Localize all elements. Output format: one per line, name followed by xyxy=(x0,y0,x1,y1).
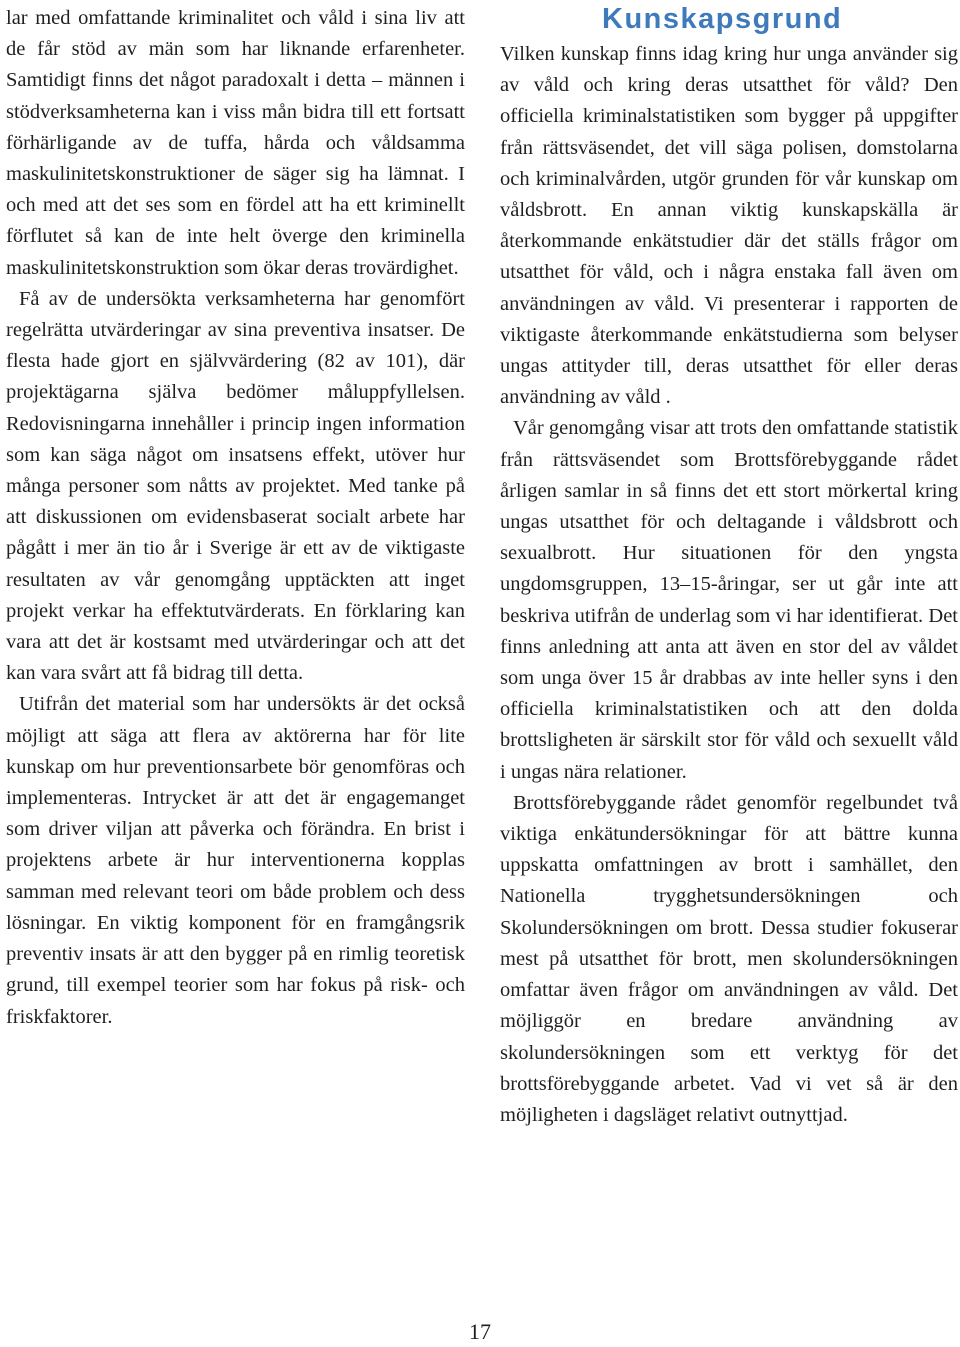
body-paragraph: Vilken kunskap finns idag kring hur unga använder sig av våld och kring deras utsatthet för våld? Den officiella kriminalstatistiken som bygger på uppgifter från rättsväsendet, det vill säga polisen, domstolarna och kriminalvården, utgör grunden för vår kunskap om våldsbrott. En annan viktig kunskapskälla är återkommande enkätstudier där det ställs frågor om utsatthet för våld, och i några enstaka fall även om användningen av våld. Vi presenterar i rapporten de viktigaste återkommande enkätstudierna som belyser ungas attityder till, deras utsatthet för eller deras användning av våld . xyxy=(500,43,958,409)
body-paragraph: Vår genomgång visar att trots den omfattande statistik från rättsväsendet som Brottsförebyggande rådet årligen samlar in så finns det ett stort mörkertal kring ungas utsatthet för och deltagande i våldsbrott och sexualbrott. Hur situationen för den yngsta ungdomsgruppen, 13–15-åringar, ser ut går inte att beskriva utifrån de underlag som vi har identifierat. Det finns anledning att anta att även en stor del av våldet som unga över 15 år drabbas av inte heller syns i den officiella kriminalstatistiken och att den dolda brottsligheten är särskilt stor för våld och sexuellt våld i ungas nära relationer. xyxy=(500,417,958,783)
body-paragraph: Brottsförebyggande rådet genomför regelbundet två viktiga enkätundersökningar för att bättre kunna uppskatta omfattningen av brott i samhället, den Nationella trygghetsundersökningen och Skolundersökningen om brott. Dessa studier fokuserar mest på utsatthet för brott, men skolundersökningen omfattar även frågor om användningen av våld. Det möjliggör en bredare användning av skolundersökningen som ett verktyg för det brottsförebyggande arbetet. Vad vi vet så är den möjligheten i dagsläget relativt outnyttjad. xyxy=(500,791,958,1126)
body-paragraph: Utifrån det material som har undersökts är det också möjligt att säga att flera av aktörerna har för lite kunskap om hur preventionsarbete bör genomföras och implementeras. Intrycket är att det är engagemanget som driver viljan att påverka och förändra. En brist i projektens arbete är hur interventionerna kopplas samman med relevant teori om både problem och dess lösningar. En viktig komponent för en framgångsrik preventiv insats är att den bygger på en rimlig teoretisk grund, till exempel teorier som har fokus på risk- och friskfaktorer. xyxy=(6,693,465,1028)
section-heading: Kunskapsgrund xyxy=(602,3,843,35)
body-paragraph: Få av de undersökta verksamheterna har genomfört regelrätta utvärderingar av sina preventiva insatser. De flesta hade gjort en självvärdering (82 av 101), där projektägarna själva bedömer måluppfyllelsen. Redovisningarna innehåller i princip ingen information som kan säga något om insatsens effekt, utöver hur många personer som nåtts av projektet. Med tanke på att diskussionen om evidensbaserat socialt arbete har pågått i mer än tio år i Sverige är ett av de viktigaste resultaten av vår genomgång upptäckten att inget projekt verkar ha effektutvärderats. En förklaring kan vara att det är kostsamt med utvärderingar och att det kan vara svårt att få bidrag till detta. xyxy=(6,287,465,685)
right-column xyxy=(500,2,958,1131)
page-number: 17 xyxy=(469,1319,491,1344)
body-paragraph: lar med omfattande kriminalitet och våld i sina liv att de får stöd av män som har liknande erfarenheter. Samtidigt finns det något paradoxalt i detta – männen i stödverksamheterna kan i viss mån bidra till ett fortsatt förhärligande av de tuffa, hårda och våldsamma maskulinitetskonstruktioner de säger sig ha lämnat. I och med att det ses som en fördel att ha ett kriminellt förflutet så kan de inte helt överge den kriminella maskulinitetskonstruktion som ökar deras trovärdighet. xyxy=(6,7,465,279)
left-column xyxy=(6,3,465,1033)
